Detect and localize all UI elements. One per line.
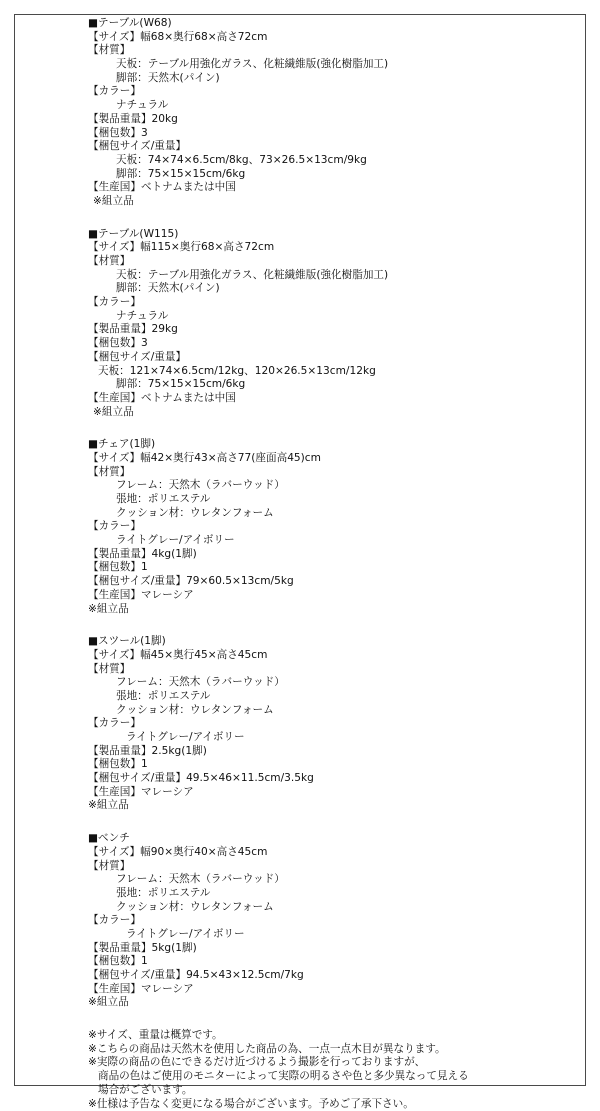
spec-line: 脚部：75×15×15cm/6kg — [88, 168, 578, 182]
note-line: 商品の色はご使用のモニターによって実際の明るさや色と多少異なって見える — [88, 1070, 578, 1084]
spec-line: 【生産国】ベトナムまたは中国 — [88, 392, 578, 406]
spec-line: 天板：74×74×6.5cm/8kg、73×26.5×13cm/9kg — [88, 154, 578, 168]
spec-line: 【カラー】 — [88, 914, 578, 928]
spec-line: 【生産国】マレーシア — [88, 786, 578, 800]
product-spec-content — [88, 17, 578, 1111]
note-line: ※仕様は予告なく変更になる場合がございます。予めご了承下さい。 — [88, 1098, 578, 1111]
spec-section-chair — [88, 438, 578, 616]
spec-line: 天板：121×74×6.5cm/12kg、120×26.5×13cm/12kg — [88, 365, 578, 379]
section-heading: ■チェア(1脚) — [88, 438, 578, 452]
spec-line: 張地：ポリエステル — [88, 493, 578, 507]
spec-line: 【サイズ】幅42×奥行43×高さ77(座面高45)cm — [88, 452, 578, 466]
note-line: 場合がございます。 — [88, 1084, 578, 1098]
spec-line: 【製品重量】5kg(1脚) — [88, 942, 578, 956]
spec-line: ナチュラル — [88, 99, 578, 113]
spec-line: 【材質】 — [88, 44, 578, 58]
spec-line: 【梱包サイズ/重量】94.5×43×12.5cm/7kg — [88, 969, 578, 983]
spec-line: 【カラー】 — [88, 520, 578, 534]
spec-line: 【サイズ】幅68×奥行68×高さ72cm — [88, 31, 578, 45]
spec-line: ライトグレー/アイボリー — [88, 928, 578, 942]
spec-line: 【材質】 — [88, 860, 578, 874]
spec-line: ※組立品 — [88, 799, 578, 813]
spec-line: ライトグレー/アイボリー — [88, 534, 578, 548]
spec-line: 【サイズ】幅115×奥行68×高さ72cm — [88, 241, 578, 255]
spec-line: 【製品重量】2.5kg(1脚) — [88, 745, 578, 759]
spec-line: 【材質】 — [88, 255, 578, 269]
spec-section-bench — [88, 832, 578, 1010]
spec-line: 【生産国】マレーシア — [88, 589, 578, 603]
spec-line: ライトグレー/アイボリー — [88, 731, 578, 745]
spec-line: 【製品重量】29kg — [88, 323, 578, 337]
spec-line: 【サイズ】幅90×奥行40×高さ45cm — [88, 846, 578, 860]
spec-line: 【梱包数】1 — [88, 955, 578, 969]
spec-line: 脚部：天然木(パイン) — [88, 72, 578, 86]
spec-line: 天板：テーブル用強化ガラス、化粧繊維版(強化樹脂加工) — [88, 269, 578, 283]
section-heading: ■テーブル(W68) — [88, 17, 578, 31]
section-heading: ■スツール(1脚) — [88, 635, 578, 649]
spec-line: 【製品重量】4kg(1脚) — [88, 548, 578, 562]
spec-line: 脚部：75×15×15cm/6kg — [88, 378, 578, 392]
spec-section-stool — [88, 635, 578, 813]
spec-line: 【生産国】マレーシア — [88, 983, 578, 997]
note-line: ※サイズ、重量は概算です。 — [88, 1029, 578, 1043]
section-heading: ■ベンチ — [88, 832, 578, 846]
spec-line: フレーム：天然木（ラバーウッド） — [88, 873, 578, 887]
spec-line: ナチュラル — [88, 310, 578, 324]
spec-line: 【材質】 — [88, 663, 578, 677]
spec-line: ※組立品 — [88, 996, 578, 1010]
spec-line: 【サイズ】幅45×奥行45×高さ45cm — [88, 649, 578, 663]
spec-line: 【カラー】 — [88, 296, 578, 310]
spec-line: 天板：テーブル用強化ガラス、化粧繊維版(強化樹脂加工) — [88, 58, 578, 72]
spec-line: 【カラー】 — [88, 717, 578, 731]
spec-line: ※組立品 — [88, 603, 578, 617]
spec-line: 【材質】 — [88, 466, 578, 480]
spec-line: 【梱包数】3 — [88, 337, 578, 351]
spec-line: 【梱包数】1 — [88, 758, 578, 772]
spec-line: クッション材：ウレタンフォーム — [88, 704, 578, 718]
spec-line: 【生産国】ベトナムまたは中国 — [88, 181, 578, 195]
section-heading: ■テーブル(W115) — [88, 228, 578, 242]
spec-line: 張地：ポリエステル — [88, 887, 578, 901]
spec-line: ※組立品 — [88, 195, 578, 209]
spec-line: 張地：ポリエステル — [88, 690, 578, 704]
spec-line: フレーム：天然木（ラバーウッド） — [88, 479, 578, 493]
spec-line: 【カラー】 — [88, 85, 578, 99]
spec-line: 【梱包サイズ/重量】49.5×46×11.5cm/3.5kg — [88, 772, 578, 786]
spec-line: 【梱包サイズ/重量】 — [88, 351, 578, 365]
spec-line: フレーム：天然木（ラバーウッド） — [88, 676, 578, 690]
spec-line: 【製品重量】20kg — [88, 113, 578, 127]
spec-line: 脚部：天然木(パイン) — [88, 282, 578, 296]
spec-line: 【梱包数】1 — [88, 561, 578, 575]
spec-line: ※組立品 — [88, 406, 578, 420]
note-line: ※こちらの商品は天然木を使用した商品の為、一点一点木目が異なります。 — [88, 1043, 578, 1057]
spec-line: クッション材：ウレタンフォーム — [88, 507, 578, 521]
spec-line: クッション材：ウレタンフォーム — [88, 901, 578, 915]
notes-section — [88, 1029, 578, 1111]
spec-line: 【梱包サイズ/重量】79×60.5×13cm/5kg — [88, 575, 578, 589]
spec-section-table-w115 — [88, 228, 578, 420]
note-line: ※実際の商品の色にできるだけ近づけるよう撮影を行っておりますが、 — [88, 1056, 578, 1070]
spec-line: 【梱包数】3 — [88, 127, 578, 141]
spec-line: 【梱包サイズ/重量】 — [88, 140, 578, 154]
spec-section-table-w68 — [88, 17, 578, 209]
